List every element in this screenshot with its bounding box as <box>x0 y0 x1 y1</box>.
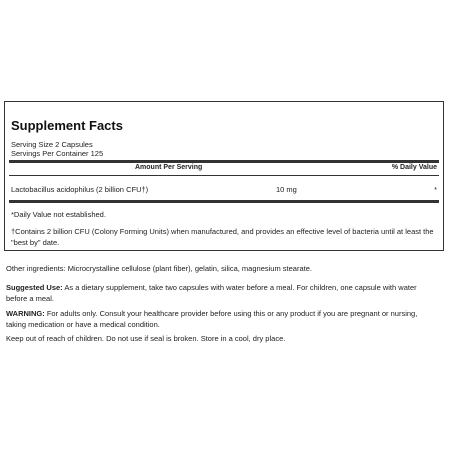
suggested-use <box>6 282 436 304</box>
amount-per-serving-header: Amount Per Serving <box>135 164 203 171</box>
thin-divider <box>9 175 439 176</box>
ingredient-name: Lactobacillus acidophilus (2 billion CFU†) <box>11 185 149 194</box>
supplement-facts-title: Supplement Facts <box>11 118 123 133</box>
daily-value-footnote: *Daily Value not established. <box>11 210 106 219</box>
servings-per-container: Servings Per Container 125 <box>11 149 104 158</box>
ingredient-amount: 10 mg <box>276 185 297 194</box>
warning <box>6 308 436 330</box>
thick-divider <box>9 200 439 203</box>
thick-divider <box>9 160 439 163</box>
suggested-use-text: As a dietary supplement, take two capsules with water before a meal. For children, one capsule with water before a meal. <box>6 283 417 303</box>
suggested-use-label: Suggested Use: <box>6 283 63 292</box>
cfu-footnote: †Contains 2 billion CFU (Colony Forming Units) when manufactured, and provides an effective level of bacteria until at least the "best by" date. <box>11 227 434 247</box>
serving-size: Serving Size 2 Capsules <box>11 140 93 149</box>
warning-text: For adults only. Consult your healthcare provider before using this or any product if you are pregnant or nursing, taking medication or have a medical condition. <box>6 309 418 329</box>
warning-label: WARNING: <box>6 309 45 318</box>
other-ingredients: Other ingredients: Microcrystalline cellulose (plant fiber), gelatin, silica, magnesium stearate. <box>6 264 312 273</box>
ingredient-daily-value: * <box>434 185 437 194</box>
supplement-facts-panel <box>4 101 444 251</box>
storage-instructions: Keep out of reach of children. Do not use if seal is broken. Store in a cool, dry place. <box>6 334 286 343</box>
daily-value-header: % Daily Value <box>391 164 437 171</box>
